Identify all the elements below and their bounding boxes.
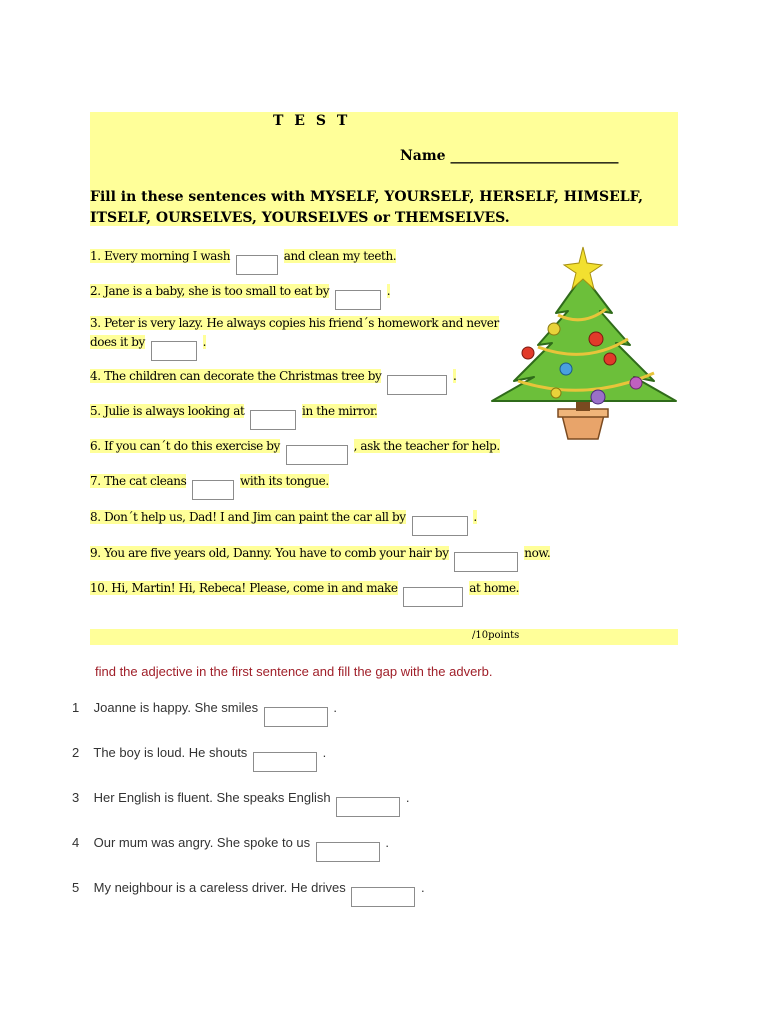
test-title: T E S T (273, 113, 351, 129)
answer-blank-7[interactable] (192, 470, 234, 485)
answer-blank-4[interactable] (387, 365, 447, 380)
score-band (90, 629, 678, 645)
answer-blank-6[interactable] (286, 435, 348, 450)
answer-blank-10[interactable] (403, 577, 463, 592)
answer-blank-8[interactable] (412, 506, 468, 521)
adverb-item-5: 5 My neighbour is a careless driver. He drives . (72, 877, 425, 896)
question-6: 6. If you can´t do this exercise by , ask the teacher for help. (90, 435, 500, 454)
answer-blank-2[interactable] (335, 280, 381, 295)
answer-blank-9[interactable] (454, 542, 518, 557)
question-1: 1. Every morning I wash and clean my teeth. (90, 245, 396, 264)
adverb-item-1: 1 Joanne is happy. She smiles . (72, 697, 337, 716)
adverb-blank-3[interactable] (336, 787, 400, 802)
adverb-blank-5[interactable] (351, 877, 415, 892)
exercise-instruction: Fill in these sentences with MYSELF, YOURSELF, HERSELF, HIMSELF, ITSELF, OURSELVES, YOURSELVES or THEMSELVES. (90, 189, 644, 226)
adverb-blank-2[interactable] (253, 742, 317, 757)
question-9: 9. You are five years old, Danny. You have to comb your hair by now. (90, 542, 550, 561)
question-2: 2. Jane is a baby, she is too small to eat by . (90, 280, 390, 299)
adverb-item-4: 4 Our mum was angry. She spoke to us . (72, 832, 389, 851)
question-5: 5. Julie is always looking at in the mirror. (90, 400, 377, 419)
question-8: 8. Don´t help us, Dad! I and Jim can paint the car all by . (90, 506, 477, 525)
christmas-tree-icon (486, 243, 680, 441)
answer-blank-1[interactable] (236, 245, 278, 260)
question-7: 7. The cat cleans with its tongue. (90, 470, 329, 489)
adverb-item-3: 3 Her English is fluent. She speaks English . (72, 787, 410, 806)
score-label: /10points (472, 630, 520, 641)
question-4: 4. The children can decorate the Christmas tree by . (90, 365, 456, 384)
adverb-blank-4[interactable] (316, 832, 380, 847)
answer-blank-3[interactable] (151, 331, 197, 346)
question-3: 3. Peter is very lazy. He always copies his friend´s homework and never does it by . (90, 316, 499, 350)
answer-blank-5[interactable] (250, 400, 296, 415)
question-10: 10. Hi, Martin! Hi, Rebeca! Please, come in and make at home. (90, 577, 519, 596)
name-field-label: Name ________________________ (400, 148, 619, 164)
adverb-item-2: 2 The boy is loud. He shouts . (72, 742, 326, 761)
adverb-instruction: find the adjective in the first sentence and fill the gap with the adverb. (95, 664, 493, 679)
adverb-blank-1[interactable] (264, 697, 328, 712)
